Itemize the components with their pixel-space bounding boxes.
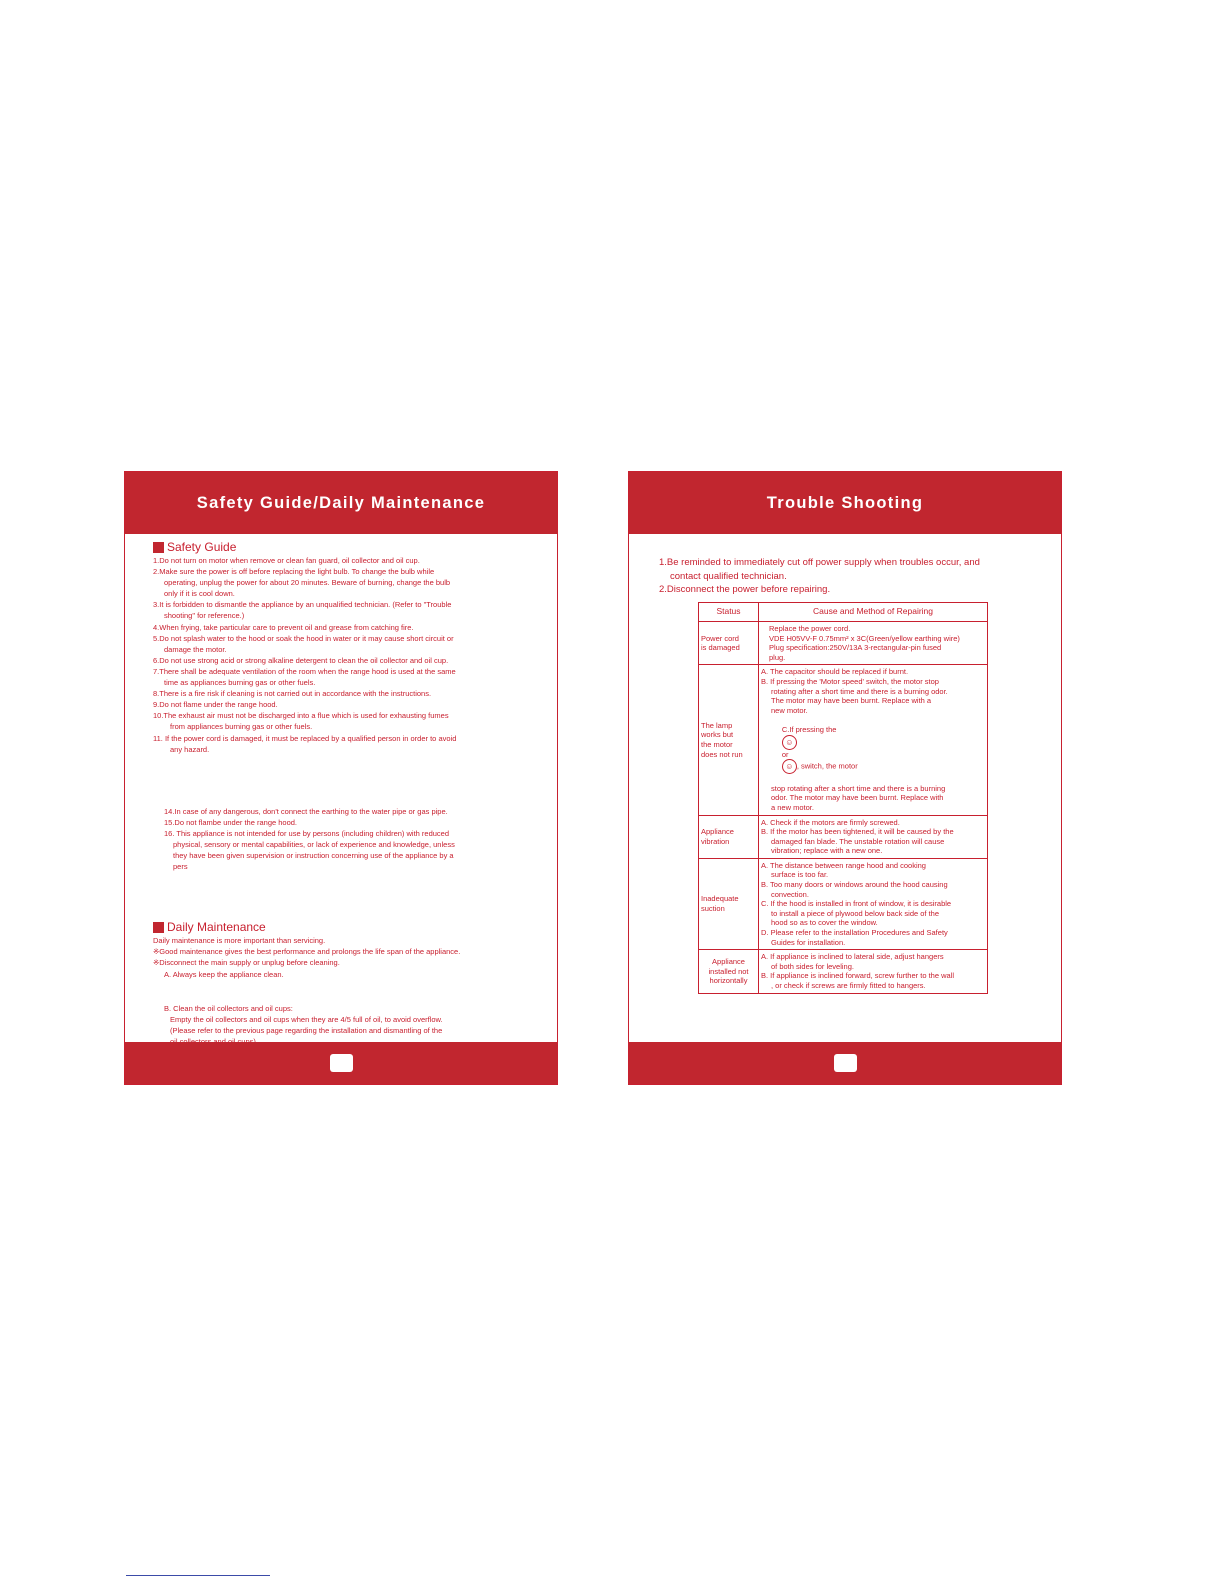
cause-cell: A. If appliance is inclined to lateral side, adjust hangers of both sides for leveling. B. If appliance is inclined forward, screw further to the wall , or check if screws are firmly fitted to hangers. xyxy=(759,950,988,993)
text-line: 14.In case of any dangerous, don't connect the earthing to the water pipe or gas pipe. xyxy=(164,806,448,816)
text-line: ※Good maintenance gives the best performance and prolongs the life span of the appliance. xyxy=(153,947,461,957)
text-line: only if it is cool down. xyxy=(164,589,235,599)
text-line: 5.Do not splash water to the hood or soak the hood in water or it may cause short circuit or xyxy=(153,633,454,643)
text-line: 1.Be reminded to immediately cut off power supply when troubles occur, and xyxy=(659,557,980,568)
cause-cell: A. The capacitor should be replaced if burnt. B. If pressing the 'Motor speed' switch, the motor stop rotating after a short time and there is a burning odor. The motor may have been burnt. Replace with a new motor. C.If pressing the ☺ or ☺ , switch, the motor stop rotating after a short time and there is a burning odor. The motor may have been burnt. Replace with a new motor. xyxy=(759,665,988,815)
page-title: Safety Guide/Daily Maintenance xyxy=(125,472,557,534)
speed-high-icon: ☺ xyxy=(782,759,797,774)
text-line: 15.Do not flambe under the range hood. xyxy=(164,817,298,827)
cause-cell: Replace the power cord. VDE H05VV-F 0.75mm² x 3C(Green/yellow earthing wire) Plug specification:250V/13A 3-rectangular-pin fused plug. xyxy=(759,622,988,665)
text-line: 6.Do not use strong acid or strong alkaline detergent to clean the oil collector and oil cup. xyxy=(153,655,449,665)
cause-cell: A. Check if the motors are firmly screwed. B. If the motor has been tightened, it will be caused by the damaged fan blade. The unstable rotation will cause vibration; replace with a new one. xyxy=(759,815,988,858)
text-line: B. Clean the oil collectors and oil cups: xyxy=(164,1003,293,1013)
text-line: 7.There shall be adequate ventilation of the room when the range hood is used at the same xyxy=(153,666,456,676)
text-line: any hazard. xyxy=(170,744,210,754)
text-line: (Please refer to the previous page regarding the installation and dismantling of the xyxy=(170,1025,443,1035)
footnote-rule xyxy=(126,1575,270,1576)
status-cell: Appliance vibration xyxy=(699,815,759,858)
text-line: ※Disconnect the main supply or unplug before cleaning. xyxy=(153,958,340,968)
column-header-cause: Cause and Method of Repairing xyxy=(759,603,988,622)
text-line: contact qualified technician. xyxy=(670,570,787,582)
text-line: pers xyxy=(173,862,188,872)
status-cell: Appliance installed not horizontally xyxy=(699,950,759,993)
table-row xyxy=(699,858,988,949)
text-line: 2.Disconnect the power before repairing. xyxy=(659,584,831,595)
table-row xyxy=(699,622,988,665)
text-line: 16. This appliance is not intended for use by persons (including children) with reduced xyxy=(164,828,450,838)
speed-low-icon: ☺ xyxy=(782,735,797,750)
text-line: shooting" for reference.) xyxy=(164,611,245,621)
text-line: 11. If the power cord is damaged, it must be replaced by a qualified person in order to avoid xyxy=(153,733,457,743)
status-cell: The lamp works but the motor does not run xyxy=(699,665,759,815)
text-line: physical, sensory or mental capabilities, or lack of experience and knowledge, unless xyxy=(173,839,455,849)
text-line: 3.It is forbidden to dismantle the appliance by an unqualified technician. (Refer to "Trouble xyxy=(153,600,452,610)
text-line: time as appliances burning gas or other fuels. xyxy=(164,678,316,688)
status-cell: Inadequate suction xyxy=(699,858,759,949)
text-line: 4.When frying, take particular care to prevent oil and grease from catching fire. xyxy=(153,622,414,632)
text-line: 2.Make sure the power is off before replacing the light bulb. To change the bulb while xyxy=(153,567,435,577)
text-line: from appliances burning gas or other fuels. xyxy=(170,722,313,732)
text-line: 8.There is a fire risk if cleaning is not carried out in accordance with the instructions. xyxy=(153,689,432,699)
column-header-status: Status xyxy=(699,603,759,622)
page-footer xyxy=(629,1042,1061,1084)
square-bullet-icon xyxy=(153,922,164,933)
table-row xyxy=(699,815,988,858)
section-heading-safety: Safety Guide xyxy=(153,540,541,554)
page-trouble-shooting xyxy=(628,471,1062,1085)
text-line: 9.Do not flame under the range hood. xyxy=(153,700,278,710)
intro-notes xyxy=(659,556,980,597)
text-line: they have been given supervision or instruction concerning use of the appliance by a xyxy=(173,851,454,861)
page-number-box xyxy=(330,1054,353,1072)
trouble-shooting-table xyxy=(698,602,988,994)
table-header-row xyxy=(699,603,988,622)
table-row xyxy=(699,950,988,993)
cause-cell: A. The distance between range hood and cooking surface is too far. B. Too many doors or windows around the hood causing convection. C. If the hood is installed in front of window, it is desirable to install a piece of plywood below back side of the hood so as to cover the window. D. Please refer to the installation Procedures and Safety Guides for installation. xyxy=(759,858,988,949)
section-heading-maintenance: Daily Maintenance xyxy=(153,920,541,934)
text-line: operating, unplug the power for about 20 minutes. Beware of burning, change the bulb xyxy=(164,578,451,588)
safety-content xyxy=(153,540,541,1047)
page-safety-guide xyxy=(124,471,558,1085)
text-line: damage the motor. xyxy=(164,644,227,654)
page-number-box xyxy=(834,1054,857,1072)
status-cell: Power cord is damaged xyxy=(699,622,759,665)
text-line: Empty the oil collectors and oil cups when they are 4/5 full of oil, to avoid overflow. xyxy=(170,1014,443,1024)
text-line: A. Always keep the appliance clean. xyxy=(164,969,284,979)
text-line: 1.Do not turn on motor when remove or clean fan guard, oil collector and oil cup. xyxy=(153,556,420,565)
page-footer xyxy=(125,1042,557,1084)
square-bullet-icon xyxy=(153,542,164,553)
text-line: Daily maintenance is more important than servicing. xyxy=(153,936,326,946)
text-line: 10.The exhaust air must not be discharged into a flue which is used for exhausting fumes xyxy=(153,711,449,721)
page-title: Trouble Shooting xyxy=(629,472,1061,534)
table-row xyxy=(699,665,988,815)
